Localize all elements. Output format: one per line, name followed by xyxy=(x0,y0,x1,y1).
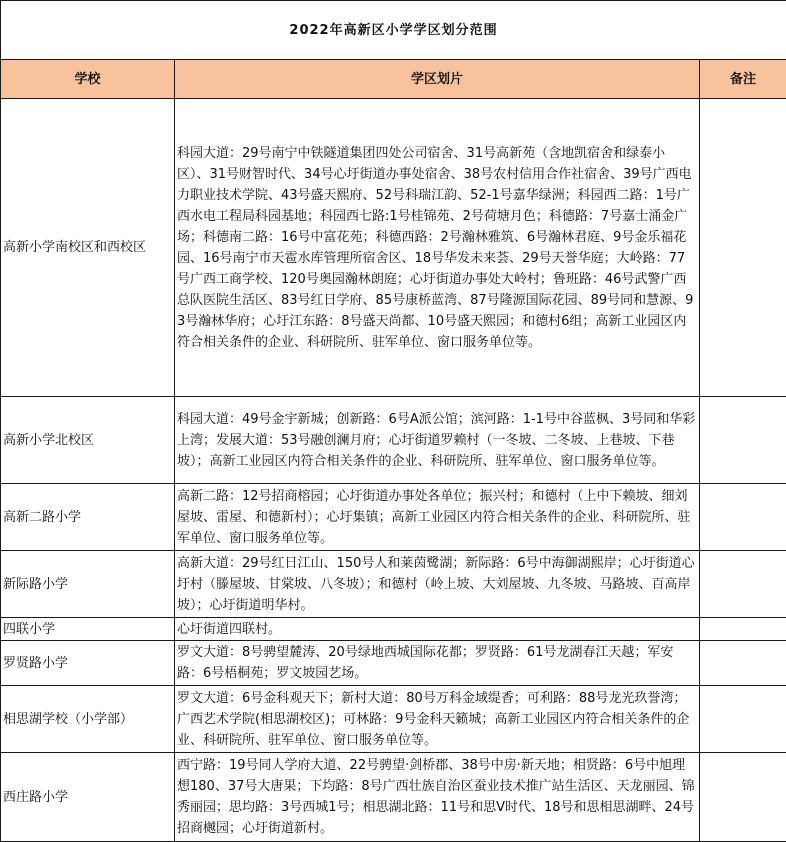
table-row xyxy=(1,551,786,618)
note-cell xyxy=(700,753,786,842)
table-row xyxy=(1,618,786,641)
header-school: 学校 xyxy=(1,60,175,99)
table-row xyxy=(1,484,786,551)
note-cell xyxy=(700,397,786,484)
area-cell: 罗文大道：8号骋望麓涛、20号绿地西城国际花都；罗贤路：61号龙湖春江天越；军安路：6号梧桐苑；罗文坡园艺场。 xyxy=(175,641,700,686)
note-cell xyxy=(700,641,786,686)
school-cell: 新际路小学 xyxy=(1,551,175,618)
area-cell: 科园大道：29号南宁中铁隧道集团四处公司宿舍、31号高新苑（含地凯宿舍和绿泰小区）、31号财智时代、34号心圩街道办事处宿舍、38号农村信用合作社宿舍、39号广西电力职业技术学院、43号盛天熙府、52号科瑞江韵、52-1号嘉华绿洲；科园西二路：1号广西水电工程局科园基地；科园西七路:1号桂锦苑、2号荷塘月色；科德路：7号嘉士涌金广场；科德南二路：16号中富花苑；科德西路：2号瀚林雅筑、6号瀚林君庭、9号金乐福花园、16号南宁市天雹水库管理所宿舍区、18号华发未来荟、29号天誉华庭；大岭路：77号广西工商学校、120号奥园瀚林朗庭；心圩街道办事处大岭村；鲁班路：46号武警广西总队医院生活区、83号红日学府、85号康桥蓝湾、87号隆源国际花园、89号同和慧源、93号瀚林华府；心圩江东路：8号盛天尚都、10号盛天熙园；和德村6组；高新工业园区内符合相关条件的企业、科研院所、驻军单位、窗口服务单位等。 xyxy=(175,99,700,397)
table-row xyxy=(1,99,786,397)
table-row xyxy=(1,641,786,686)
table-row xyxy=(1,686,786,753)
school-cell: 高新二路小学 xyxy=(1,484,175,551)
page-title: 2022年高新区小学学区划分范围 xyxy=(1,1,786,60)
area-cell: 高新大道：29号红日江山、150号人和莱茵鹭湖；新际路：6号中海御湖熙岸；心圩街道心圩村（滕屋坡、甘棠坡、八冬坡）；和德村（岭上坡、大刘屋坡、九冬坡、马路坡、百高岸坡）；心圩街道明华村。 xyxy=(175,551,700,618)
school-cell: 高新小学北校区 xyxy=(1,397,175,484)
area-cell: 罗文大道：6号金科观天下；新村大道：80号万科金域缇香；可利路：88号龙光玖誉湾；广西艺术学院(相思湖校区)；可林路：9号金科天籁城；高新工业园区内符合相关条件的企业、科研院所、驻军单位、窗口服务单位等。 xyxy=(175,686,700,753)
header-note: 备注 xyxy=(700,60,786,99)
note-cell xyxy=(700,686,786,753)
note-cell xyxy=(700,99,786,397)
note-cell xyxy=(700,551,786,618)
school-cell: 高新小学南校区和西校区 xyxy=(1,99,175,397)
area-cell: 心圩街道四联村。 xyxy=(175,618,700,641)
table-row xyxy=(1,397,786,484)
area-cell: 科园大道：49号金宇新城；创新路：6号A派公馆；滨河路：1-1号中谷蓝枫、3号同和华彩上湾；发展大道：53号融创澜月府；心圩街道罗赖村（一冬坡、二冬坡、上巷坡、下巷坡）；高新工业园区内符合相关条件的企业、科研院所、驻军单位、窗口服务单位等。 xyxy=(175,397,700,484)
note-cell xyxy=(700,484,786,551)
table-row xyxy=(1,753,786,842)
area-cell: 高新二路：12号招商榕园；心圩街道办事处各单位；振兴村；和德村（上中下赖坡、细刘屋坡、雷屋、和德新村）；心圩集镇；高新工业园区内符合相关条件的企业、科研院所、驻军单位、窗口服务单位等。 xyxy=(175,484,700,551)
note-cell xyxy=(700,618,786,641)
school-cell: 四联小学 xyxy=(1,618,175,641)
school-cell: 相思湖学校（小学部） xyxy=(1,686,175,753)
area-cell: 西宁路：19号同人学府大道、22号骋望·剑桥郡、38号中房·新天地；相贤路：6号中旭理想180、37号大唐果；下均路：8号广西壮族自治区蚕业技术推广站生活区、天龙丽园、锦秀丽园；思均路：3号西城1号；相思湖北路：11号和思V时代、18号和思相思湖畔、24号招商樾园；心圩街道新村。 xyxy=(175,753,700,842)
header-row xyxy=(1,60,786,99)
school-cell: 罗贤路小学 xyxy=(1,641,175,686)
header-area: 学区划片 xyxy=(175,60,700,99)
school-cell: 西庄路小学 xyxy=(1,753,175,842)
